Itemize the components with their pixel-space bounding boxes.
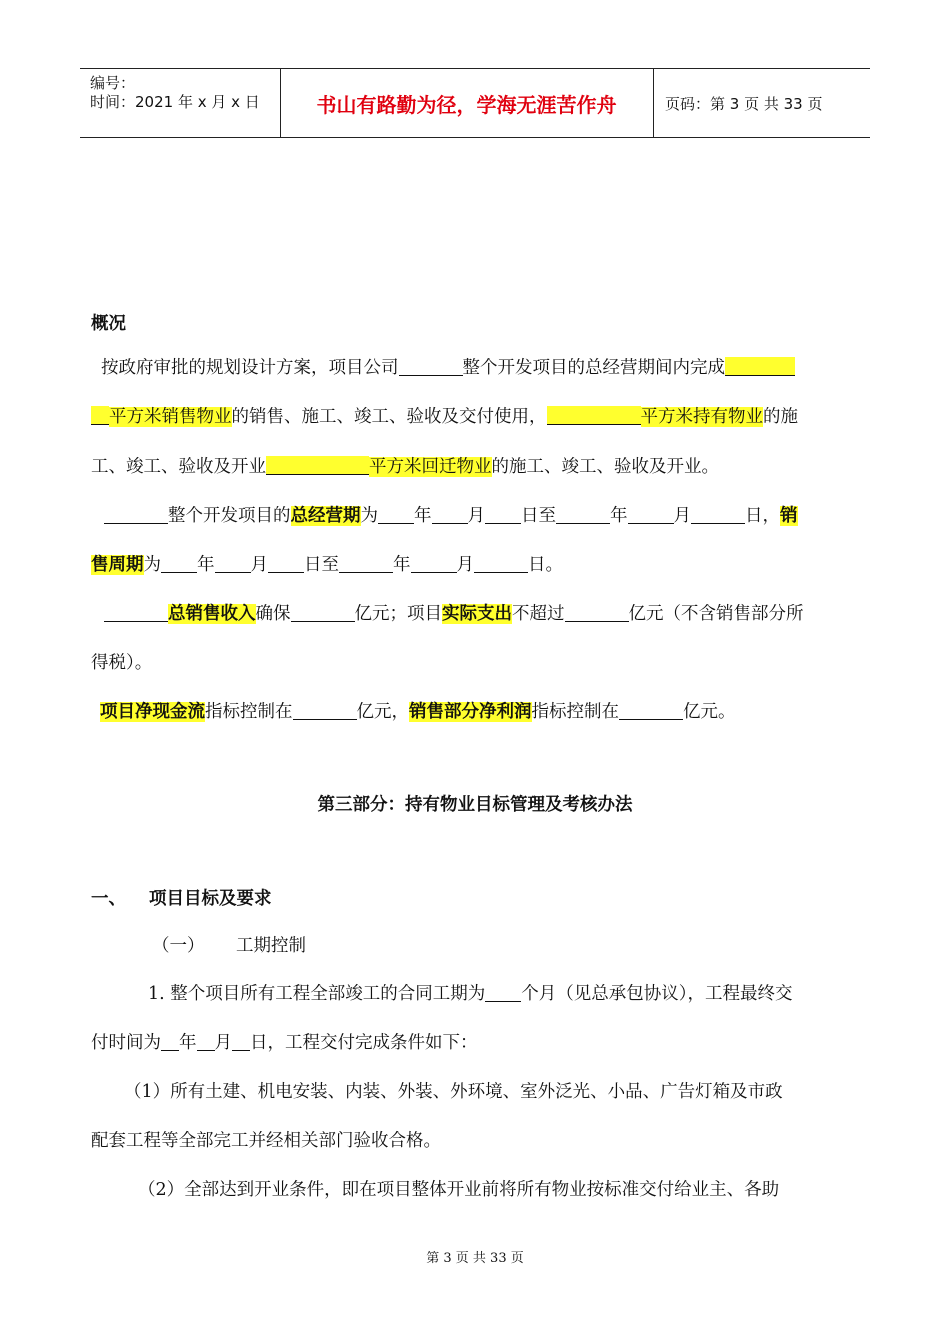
part3-title: 第三部分：持有物业目标管理及考核办法	[317, 795, 633, 815]
page-footer: 第 3 页 共 33 页	[426, 1251, 524, 1266]
page-header	[80, 68, 870, 138]
overview-title: 概况	[91, 314, 126, 334]
overview-paragraph-4: 项目净现金流指标控制在 亿元，销售部分净利润指标控制在 亿元。	[100, 702, 736, 722]
overview-paragraph-1-line-1: 按政府审批的规划设计方案，项目公司 整个开发项目的总经营期间内完成	[101, 356, 795, 380]
subsection-1-title: 工期控制	[236, 936, 306, 956]
serial-label: 编号：	[90, 74, 136, 92]
overview-paragraph-1-line-2: 平方米销售物业的销售、施工、竣工、验收及交付使用， 平方米持有物业的施	[91, 405, 798, 429]
section-1-title: 项目目标及要求	[149, 889, 272, 909]
condition-1-line-2: 配套工程等全部完工并经相关部门验收合格。	[91, 1131, 441, 1151]
item-1-line-1: 1. 整个项目所有工程全部竣工的合同工期为 个月（见总承包协议），工程最终交	[148, 984, 793, 1004]
section-1-number: 一、	[91, 889, 126, 909]
condition-1-line-1: （1）所有土建、机电安装、内装、外装、外环境、室外泛光、小品、广告灯箱及市政	[124, 1082, 783, 1102]
item-1-line-2: 付时间为 年 月 日，工程交付完成条件如下：	[91, 1033, 478, 1053]
overview-paragraph-3-line-2: 得税）。	[91, 653, 153, 673]
time-label: 时间：2021 年 x 月 x 日	[90, 93, 260, 111]
overview-paragraph-1-line-3: 工、竣工、验收及开业 平方米回迁物业的施工、竣工、验收及开业。	[91, 457, 719, 477]
overview-paragraph-2-line-2: 售周期为 年 月 日至 年 月 日。	[91, 555, 563, 575]
header-page-label: 页码：第 3 页 共 33 页	[665, 95, 823, 113]
condition-2-line-1: （2）全部达到开业条件，即在项目整体开业前将所有物业按标准交付给业主、各助	[138, 1180, 780, 1200]
overview-paragraph-2-line-1: 整个开发项目的总经营期为 年 月 日至 年 月 日，销	[104, 504, 798, 528]
header-motto: 书山有路勤为径，学海无涯苦作舟	[280, 69, 654, 137]
header-info-cell	[80, 69, 281, 137]
subsection-1-number: （一）	[152, 936, 205, 956]
overview-paragraph-3-line-1: 总销售收入确保 亿元；项目实际支出不超过 亿元（不含销售部分所	[104, 602, 804, 626]
